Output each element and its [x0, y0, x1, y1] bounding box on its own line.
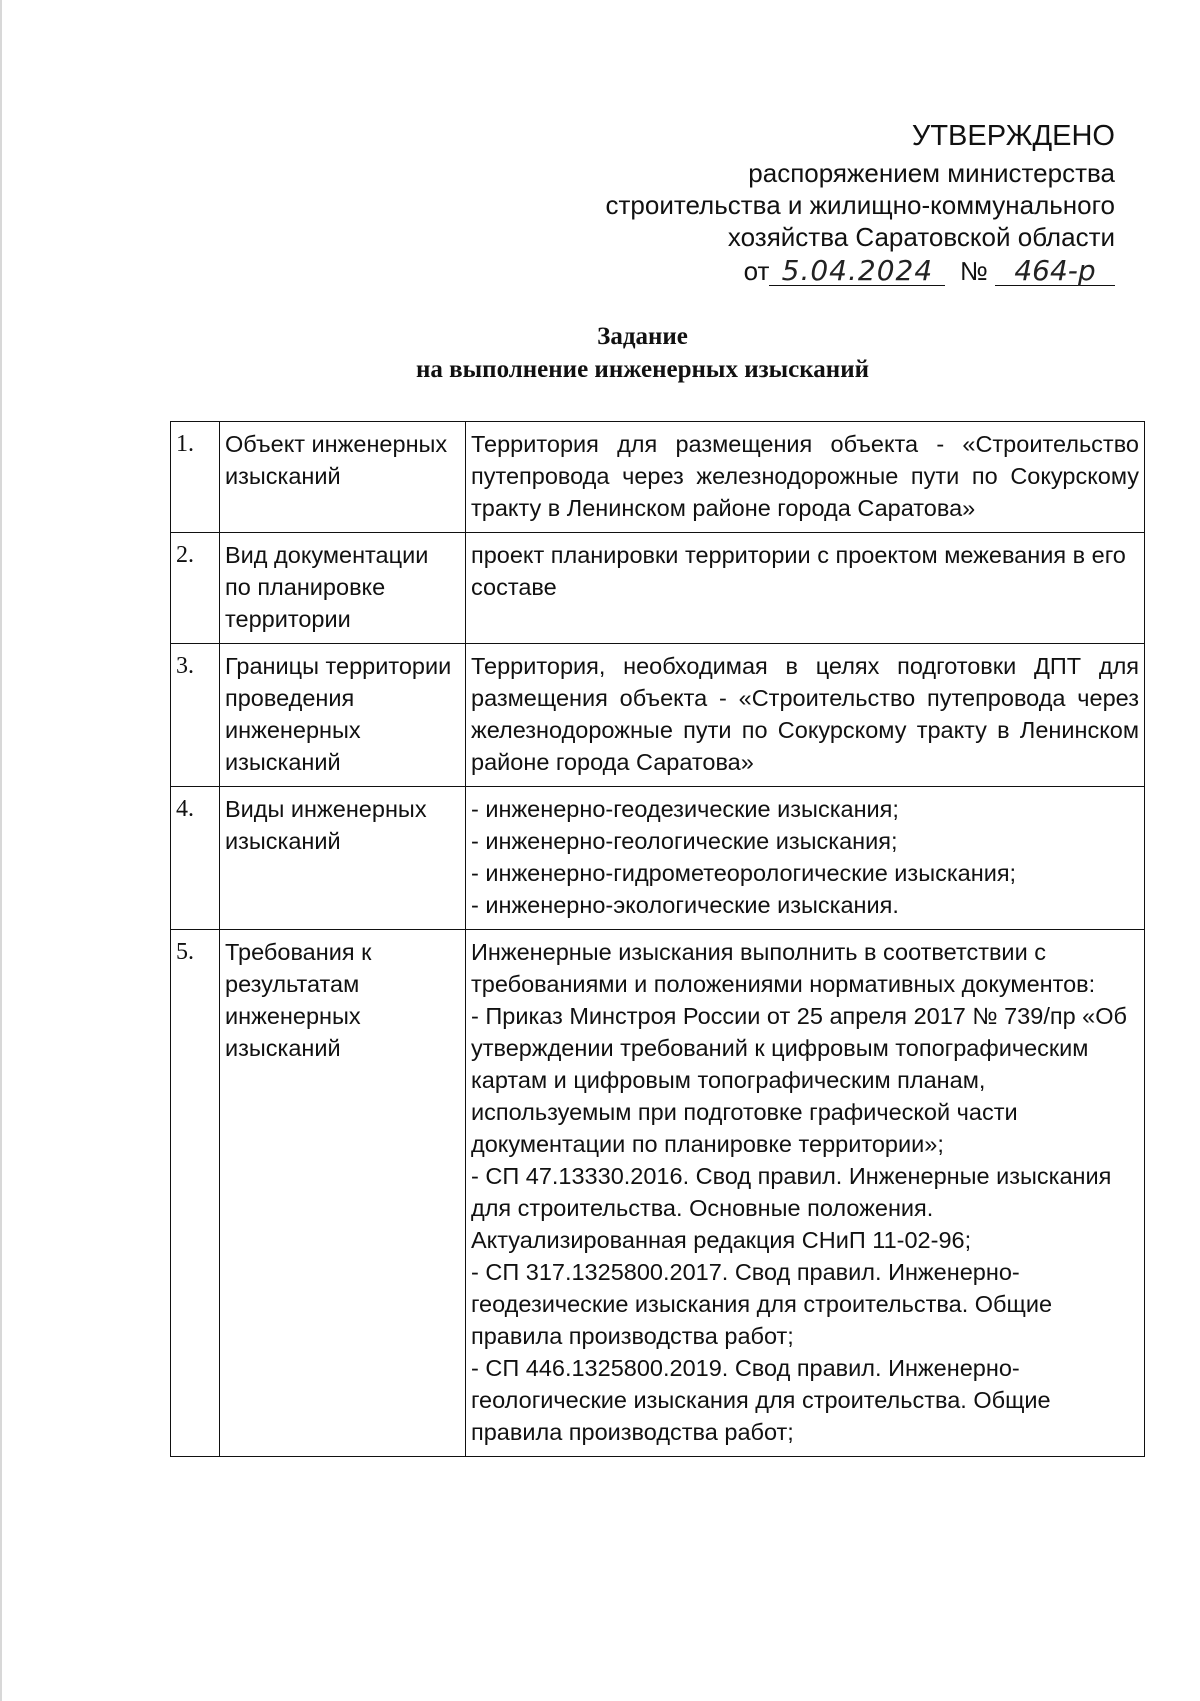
number-prefix: № [959, 256, 988, 286]
table-row [171, 930, 1145, 1457]
row-value: проект планировки территории с проектом межевания в его составе [466, 533, 1145, 644]
value-line: - инженерно-гидрометеорологические изыскания; [471, 860, 1017, 886]
document-title [0, 320, 1200, 386]
approval-block [605, 117, 1115, 287]
value-line: - инженерно-экологические изыскания. [471, 892, 899, 918]
date-prefix: от [743, 256, 770, 286]
scan-edge [0, 0, 2, 1701]
row-name: Виды инженерных изысканий [220, 787, 466, 930]
row-number: 3. [171, 644, 220, 787]
table-row [171, 533, 1145, 644]
table-row [171, 787, 1145, 930]
approval-title: УТВЕРЖДЕНО [911, 120, 1115, 152]
approval-line-2: строительства и жилищно-коммунального [605, 190, 1115, 220]
value-line: - инженерно-геологические изыскания; [471, 828, 898, 854]
title-line-2: на выполнение инженерных изысканий [415, 356, 869, 383]
approval-date-number-line [605, 255, 1115, 287]
table-row [171, 644, 1145, 787]
value-line: Инженерные изыскания выполнить в соответствии с требованиями и положениями нормативных документов: [471, 939, 1096, 997]
title-line-1: Задание [597, 323, 688, 350]
value-line: - СП 317.1325800.2017. Свод правил. Инженерно-геодезические изыскания для строительства. Общие правила производства работ; [471, 1259, 1053, 1349]
row-number: 4. [171, 787, 220, 930]
row-value: Территория, необходимая в целях подготовки ДПТ для размещения объекта - «Строительство путепровода через железнодорожные пути по Сокурскому тракту в Ленинском районе города Саратова» [466, 644, 1145, 787]
value-line: - СП 446.1325800.2019. Свод правил. Инженерно-геологические изыскания для строительства. Общие правила производства работ; [471, 1355, 1051, 1445]
row-number: 2. [171, 533, 220, 644]
handwritten-number: 464-р [995, 257, 1115, 286]
table-row [171, 422, 1145, 533]
value-line: - инженерно-геодезические изыскания; [471, 796, 899, 822]
row-value [466, 787, 1145, 930]
value-line: - СП 47.13330.2016. Свод правил. Инженерные изыскания для строительства. Основные положения. Актуализированная редакция СНиП 11-02-96; [471, 1163, 1112, 1253]
approval-line-3: хозяйства Саратовской области [727, 222, 1115, 252]
row-name: Объект инженерных изысканий [220, 422, 466, 533]
row-name: Требования к результатам инженерных изысканий [220, 930, 466, 1457]
row-number: 5. [171, 930, 220, 1457]
handwritten-date: 5.04.2024 [769, 257, 945, 286]
task-table [170, 421, 1145, 1457]
value-line: - Приказ Минстроя России от 25 апреля 2017 № 739/пр «Об утверждении требований к цифровым топографическим картам и цифровым топографическим планам, используемым при подготовке графической части документации по планировке территории»; [471, 1003, 1127, 1157]
row-number: 1. [171, 422, 220, 533]
row-value: Территория для размещения объекта - «Строительство путепровода через железнодорожные пути по Сокурскому тракту в Ленинском районе города Саратова» [466, 422, 1145, 533]
row-value [466, 930, 1145, 1457]
row-name: Границы территории проведения инженерных изысканий [220, 644, 466, 787]
row-name: Вид документации по планировке территории [220, 533, 466, 644]
approval-line-1: распоряжением министерства [748, 158, 1115, 188]
